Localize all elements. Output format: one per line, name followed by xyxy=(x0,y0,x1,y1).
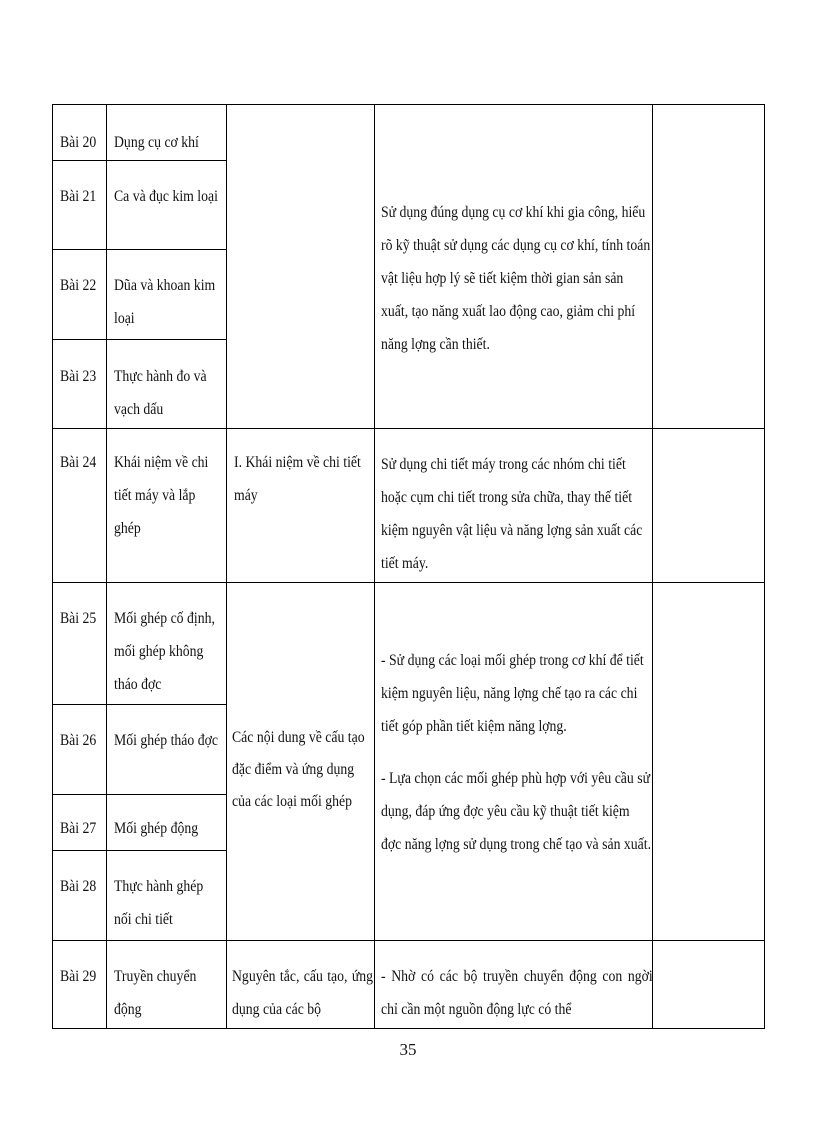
lesson-number: Bài 20 xyxy=(60,134,97,151)
column-divider xyxy=(106,104,107,1028)
lesson-number: Bài 21 xyxy=(60,188,97,205)
lesson-number: Bài 24 xyxy=(60,454,97,471)
lesson-number: Bài 25 xyxy=(60,610,97,627)
row-divider xyxy=(52,160,227,161)
lesson-title: Ca và đục kim loại xyxy=(114,188,218,205)
column-divider xyxy=(226,104,227,1028)
lesson-title: Truyền chuyển động xyxy=(114,968,197,1018)
row-divider xyxy=(52,794,227,795)
table-border-left xyxy=(52,104,53,1028)
row-divider xyxy=(52,249,227,250)
lesson-number: Bài 27 xyxy=(60,820,97,837)
lesson-number: Bài 23 xyxy=(60,368,97,385)
content-text: Các nội dung về cấu tạo đặc điểm và ứng dụng của các loại mối ghép xyxy=(232,729,365,810)
table-border-right xyxy=(764,104,765,1028)
lesson-number: Bài 22 xyxy=(60,277,97,294)
application-text: Sử dụng chi tiết máy trong các nhóm chi tiết hoặc cụm chi tiết trong sửa chữa, thay thế tiết kiệm nguyên vật liệu và năng lợng sản xuất các tiết máy. xyxy=(381,456,643,572)
lesson-title: Dũa và khoan kim loại xyxy=(114,277,216,327)
lesson-title: Dụng cụ cơ khí xyxy=(114,134,199,151)
lesson-title: Thực hành ghép nối chi tiết xyxy=(114,878,204,928)
lesson-title: Mối ghép động xyxy=(114,820,199,837)
lesson-number: Bài 29 xyxy=(60,968,97,985)
lesson-number: Bài 26 xyxy=(60,732,97,749)
content-text: Nguyên tắc, cấu tạo, ứng dụng của các bộ xyxy=(232,968,374,1018)
table-border-bottom xyxy=(52,1028,765,1029)
lesson-title: Khái niệm về chi tiết máy và lắp ghép xyxy=(114,454,209,537)
lesson-title: Mối ghép tháo đợc xyxy=(114,732,218,749)
row-divider xyxy=(52,850,227,851)
application-text: - Sử dụng các loại mối ghép trong cơ khí để tiết kiệm nguyên liệu, năng lợng chế tạo ra các chi tiết góp phần tiết kiệm năng lợng. xyxy=(381,652,644,735)
page-number: 35 xyxy=(399,1040,417,1059)
table-border-top xyxy=(52,104,765,105)
application-text: - Lựa chọn các mối ghép phù hợp với yêu cầu sử dụng, đáp ứng đợc yêu cầu kỹ thuật tiết kiệm đợc năng lợng sử dụng trong chế tạo và sản xuất. xyxy=(381,770,652,853)
lesson-title: Mối ghép cố định, mối ghép không tháo đợc xyxy=(114,610,215,693)
column-divider xyxy=(374,104,375,1028)
row-divider xyxy=(52,704,227,705)
row-divider xyxy=(52,339,227,340)
row-divider xyxy=(52,940,765,941)
row-divider xyxy=(52,582,765,583)
application-text: Sử dụng đúng dụng cụ cơ khí khi gia công, hiểu rõ kỹ thuật sử dụng các dụng cụ cơ khí, tính toán vật liệu hợp lý sẽ tiết kiệm thời gian sản sản xuất, tạo năng xuất lao động cao, giảm chi phí năng lợng cần thiết. xyxy=(381,204,651,353)
application-text: - Nhờ có các bộ truyền chuyển động con ngời chỉ cần một nguồn động lực có thể xyxy=(381,968,653,1018)
content-text: I. Khái niệm về chi tiết máy xyxy=(234,454,361,504)
lesson-title: Thực hành đo và vạch dấu xyxy=(114,368,207,418)
lesson-number: Bài 28 xyxy=(60,878,97,895)
row-divider xyxy=(52,428,765,429)
